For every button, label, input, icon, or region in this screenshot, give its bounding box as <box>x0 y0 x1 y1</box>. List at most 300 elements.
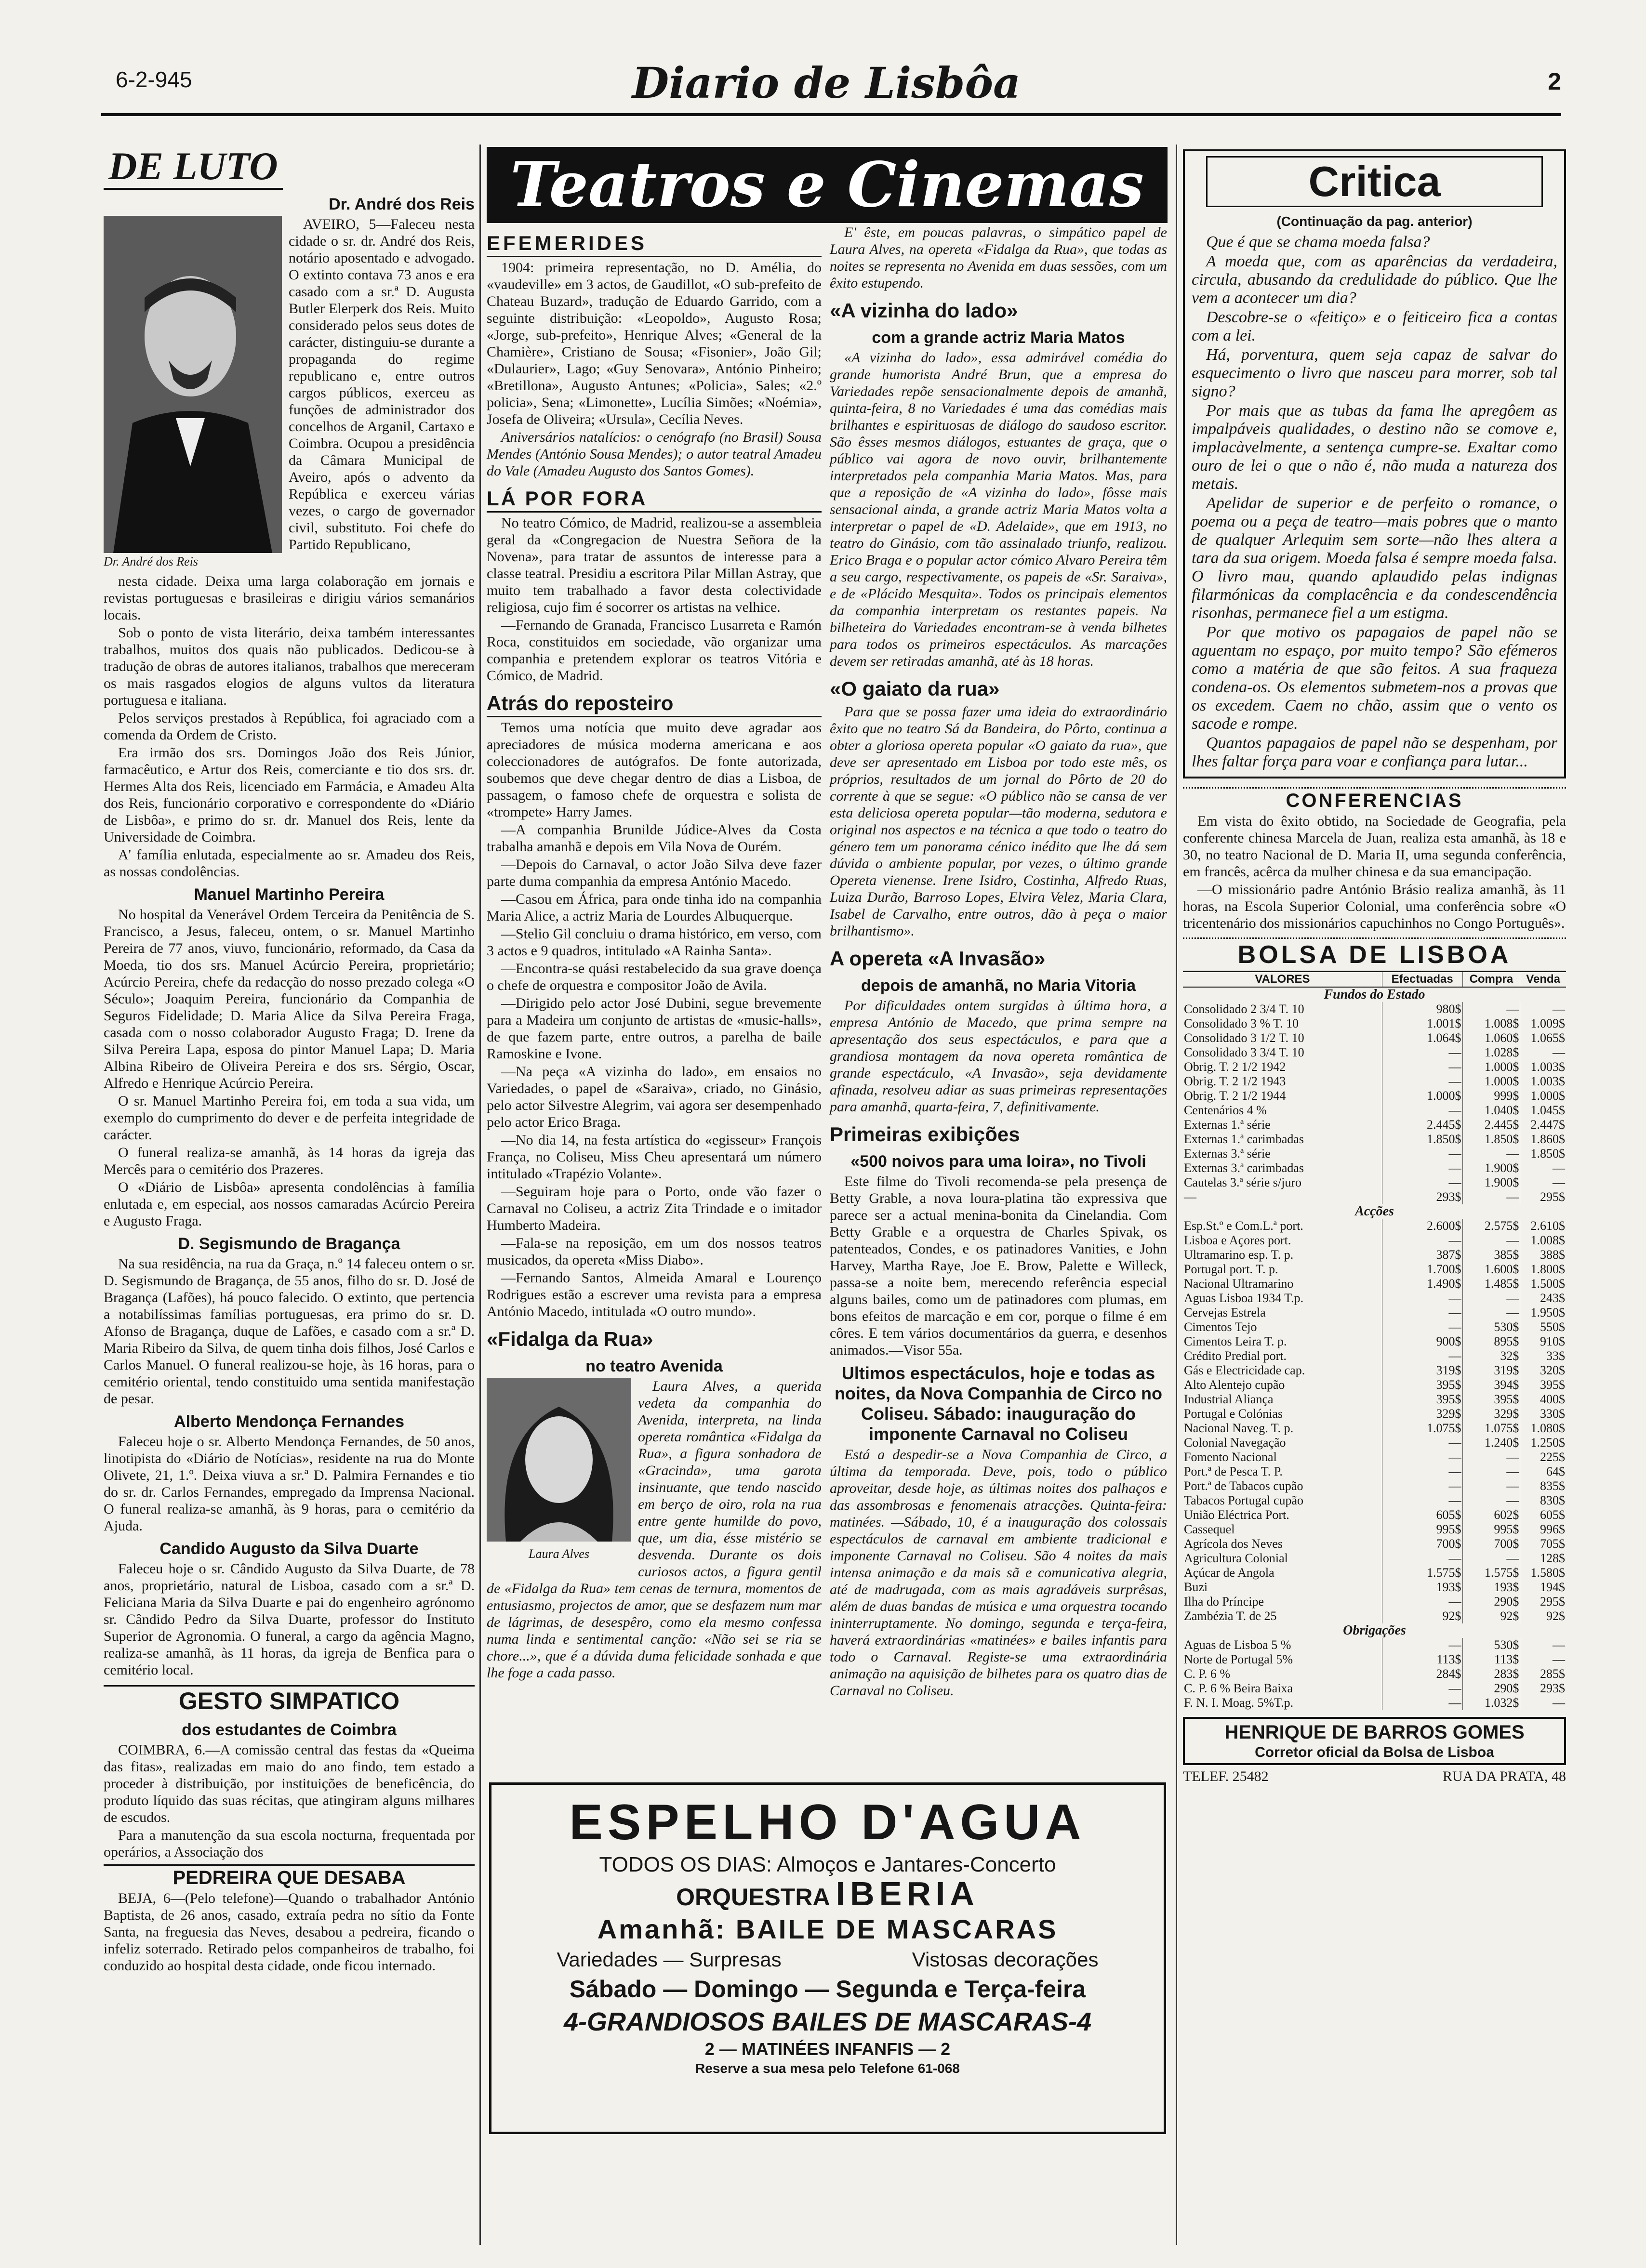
stock-price: 1.009$ <box>1520 1016 1566 1031</box>
stock-price: 113$ <box>1462 1652 1520 1667</box>
article-text: COIMBRA, 6.—A comissão central das festas da «Queima das fitas», realizadas em maio do ano findo, tem estado a proceder à distribuição, por instituições de beneficência, do produto líquido das suas récitas, que atingiram alguns milhares de escudos. <box>104 1742 475 1825</box>
stock-price: 700$ <box>1462 1537 1520 1551</box>
stock-name: Ilha do Príncipe <box>1184 1595 1264 1609</box>
stock-price: 128$ <box>1520 1551 1566 1566</box>
stock-price: 33$ <box>1520 1349 1566 1363</box>
obit-text: A' família enlutada, especialmente ao sr. Amadeu dos Reis, as nossas condolências. <box>104 847 475 880</box>
ad-line: Reserve a sua mesa pelo Telefone 61-068 <box>695 2061 960 2076</box>
table-row <box>1183 1508 1566 1522</box>
stock-price: 319$ <box>1462 1363 1520 1378</box>
table-group-title: Obrigações <box>1343 1623 1406 1638</box>
stock-price: — <box>1382 1291 1462 1305</box>
section-title: A opereta «A Invasão» <box>830 947 1046 970</box>
stock-price: — <box>1382 1074 1462 1089</box>
stock-price: 1.008$ <box>1462 1016 1520 1031</box>
stock-price: — <box>1382 1493 1462 1508</box>
article-text: No teatro Cómico, de Madrid, realizou-se a assembleia geral da «Congregacion de Nuestra Señora de la Novena», para tratar de assuntos de interesse para a classe teatral. Presidiu a escritora Pilar Millan Astray, que muito tem trabalhado a favor desta colectividade religiosa, cujo fim é socorrer os artistas na velhice. <box>487 515 822 615</box>
stock-name: C. P. 6 % Beira Baixa <box>1184 1681 1293 1695</box>
ad-line: ORQUESTRA <box>676 1884 829 1911</box>
stock-name: Tabacos Portugal cupão <box>1184 1493 1303 1507</box>
section-title: Ultimos espectáculos, hoje e todas as noites, da Nova Companhia de Circo no Coliseu. Sábado: inauguração do imponente Carnaval no Coliseu <box>834 1363 1163 1444</box>
stock-name: Consolidado 3 % T. 10 <box>1184 1016 1299 1030</box>
stock-price: 395$ <box>1382 1392 1462 1407</box>
obit-text: O funeral realiza-se amanhã, às 14 horas da igreja das Mercês para o cemitério dos Prazeres. <box>104 1145 475 1177</box>
stock-name: Externas 1.ª carimbadas <box>1184 1132 1304 1146</box>
stock-price: 700$ <box>1382 1537 1462 1551</box>
stock-price: 1.045$ <box>1520 1103 1566 1118</box>
stock-name: Esp.St.º e Com.L.ª port. <box>1184 1219 1303 1233</box>
article-text: Por dificuldades ontem surgidas à última hora, a empresa António de Macedo, que prima sempre na apresentação dos seus espectáculos, e para que a grandiosa montagem da nova opereta romântica de grande espectáculo, «A Invasão», seja devidamente afinada, resolveu adiar as suas primeiras representações para amanhã, quarta-feira, 7, definitivamente. <box>830 998 1167 1115</box>
table-row <box>1183 1464 1566 1479</box>
stock-price: 1.003$ <box>1520 1074 1566 1089</box>
stock-name: Obrig. T. 2 1/2 1943 <box>1184 1074 1286 1088</box>
table-row <box>1183 1638 1566 1652</box>
obit-title: Dr. André dos Reis <box>329 195 475 213</box>
obit-text: AVEIRO, 5—Faleceu nesta cidade o sr. dr. André dos Reis, notário aposentado e advogado. O extinto contava 73 anos e era casado com a sr.ª D. Augusta Butler Elerperk dos Reis. Muito considerado pelos seus dotes de carácter, distinguiu-se durante a propaganda do regime republicano e, entre outros cargos públicos, exerceu as funções de administrador dos concelhos de Arganil, Cartaxo e Coimbra. Ocupou a presidência da Câmara Municipal de Aveiro, após o advento da República e exerceu várias vezes, o cargo de governador civil, substituto. Foi chefe do Partido Republicano, <box>289 216 475 553</box>
portrait-image <box>104 216 282 553</box>
article-text: —Casou em África, para onde tinha ido na companhia Maria Alice, a actriz Maria de Lourdes Albuquerque. <box>487 891 822 924</box>
article-text: Há, porventura, quem seja capaz de salvar do esquecimento o livro que nasceu para morrer, sob tal signo? <box>1192 346 1557 400</box>
stock-price: 1.028$ <box>1462 1045 1520 1060</box>
stock-name: Cimentos Tejo <box>1184 1320 1257 1334</box>
table-row <box>1183 1219 1566 1233</box>
stock-price: — <box>1462 1190 1520 1204</box>
stock-price: 1.850$ <box>1462 1132 1520 1147</box>
stock-price: 530$ <box>1462 1320 1520 1334</box>
stock-name: Obrig. T. 2 1/2 1942 <box>1184 1060 1286 1074</box>
stock-price: 1.000$ <box>1462 1060 1520 1074</box>
obit-title: Alberto Mendonça Fernandes <box>174 1412 404 1431</box>
stock-price: 1.600$ <box>1462 1262 1520 1277</box>
table-row <box>1183 1305 1566 1320</box>
stock-price: 550$ <box>1520 1320 1566 1334</box>
stock-name: Açúcar de Angola <box>1184 1566 1274 1580</box>
stock-price: 1.860$ <box>1520 1132 1566 1147</box>
stock-table <box>1183 972 1566 1710</box>
stock-price: — <box>1462 1291 1520 1305</box>
stock-name: Obrig. T. 2 1/2 1944 <box>1184 1089 1286 1103</box>
stock-price: 1.065$ <box>1520 1031 1566 1045</box>
ad-line: IBERIA <box>836 1875 979 1912</box>
section-title: «Fidalga da Rua» <box>487 1328 653 1350</box>
stock-price: 1.575$ <box>1462 1566 1520 1580</box>
table-row <box>1183 1291 1566 1305</box>
table-row <box>1183 1233 1566 1248</box>
page-date: 6-2-945 <box>116 67 192 92</box>
stock-name: Norte de Portugal 5% <box>1184 1652 1293 1666</box>
article-text: —Encontra-se quási restabelecido da sua grave doença o chefe de orquestra e compositor João de Avila. <box>487 961 822 993</box>
actress-figure <box>487 1378 631 1562</box>
stock-name: C. P. 6 % <box>1184 1667 1231 1681</box>
section-title: CONFERENCIAS <box>1183 787 1566 813</box>
table-row <box>1183 1074 1566 1089</box>
actress-caption: Laura Alves <box>529 1547 589 1561</box>
table-row <box>1183 1132 1566 1147</box>
section-title: Primeiras exibições <box>830 1123 1020 1146</box>
stock-price: 1.060$ <box>1462 1031 1520 1045</box>
article-subtitle: «500 noivos para uma loira», no Tivoli <box>850 1152 1146 1171</box>
stock-price: 1.700$ <box>1382 1262 1462 1277</box>
stock-price: 1.250$ <box>1520 1436 1566 1450</box>
table-row <box>1183 1551 1566 1566</box>
stock-price: 1.485$ <box>1462 1277 1520 1291</box>
stock-name: Lisboa e Açores port. <box>1184 1233 1291 1247</box>
obit-title: D. Segismundo de Bragança <box>178 1235 400 1253</box>
article-text: Para que se possa fazer uma ideia do extraordinário êxito que no teatro Sá da Bandeira, do Pôrto, continua a obter a gloriosa opereta popular «O gaiato da rua», que deve ser apresentado em Lisboa por todo este mês, os próprios, resultados de um jornal do Pôrto de 20 do corrente à que se segue: «O público não se cansa de ver esta deliciosa opereta popular—tão moderna, sedutora e original nos aspectos e na técnica a que todo o teatro do género tem um panorama cénico inédito que lhe dá sem dúvida o ambiente popular, por vezes, o último grande Opereta vienense. Irene Isidro, Costinha, Alfredo Ruas, Luiza Durão, Barroso Lopes, Elvira Velez, Maria Clara, Isabel de Carvalho, entre outros, dão à peça o maior brilhantismo». <box>830 704 1167 939</box>
section-title: «A vizinha do lado» <box>830 299 1018 322</box>
table-row <box>1183 1436 1566 1450</box>
table-row <box>1183 1479 1566 1493</box>
stock-price: — <box>1520 1161 1566 1175</box>
stock-name: Industrial Aliança <box>1184 1392 1274 1406</box>
table-row <box>1183 1118 1566 1132</box>
stock-price: — <box>1382 1436 1462 1450</box>
stock-price: 293$ <box>1382 1190 1462 1204</box>
stock-price: 835$ <box>1520 1479 1566 1493</box>
table-row <box>1183 1089 1566 1103</box>
table-row <box>1183 1537 1566 1551</box>
stock-name: Nacional Ultramarino <box>1184 1277 1294 1291</box>
stock-name: Gás e Electricidade cap. <box>1184 1363 1305 1377</box>
stock-price: 910$ <box>1520 1334 1566 1349</box>
stock-price: 1.000$ <box>1382 1089 1462 1103</box>
stock-price: — <box>1382 1696 1462 1710</box>
obit-text: O sr. Manuel Martinho Pereira foi, em toda a sua vida, um exemplo do cumprimento do dever e de perfeita integridade de carácter. <box>104 1093 475 1143</box>
table-row <box>1183 1522 1566 1537</box>
stock-price: — <box>1462 1479 1520 1493</box>
table-row <box>1183 1334 1566 1349</box>
stock-price: — <box>1520 1175 1566 1190</box>
table-row <box>1183 1681 1566 1696</box>
advertisement <box>489 1782 1166 2134</box>
stock-price: — <box>1462 1147 1520 1161</box>
table-row <box>1183 1262 1566 1277</box>
article-subtitle: com a grande actriz Maria Matos <box>872 329 1125 347</box>
stock-price: 1.490$ <box>1382 1277 1462 1291</box>
broker-address: RUA DA PRATA, 48 <box>1443 1768 1566 1784</box>
section-title: LÁ POR FORA <box>487 486 822 513</box>
stock-price: 1.032$ <box>1462 1696 1520 1710</box>
article-text: Em vista do êxito obtido, na Sociedade de Geografia, pela conferente chinesa Marcela de Juan, realiza esta amanhã, às 18 e 30, no teatro Nacional de D. Maria II, uma segunda conferência, em francês, acêrca da mulher chinesa e da sua emancipação. <box>1183 813 1566 880</box>
stock-price: 284$ <box>1382 1667 1462 1681</box>
column-rule <box>479 145 481 2245</box>
table-row <box>1183 1450 1566 1464</box>
stock-price: 2.445$ <box>1382 1118 1462 1132</box>
table-row <box>1183 1609 1566 1623</box>
article-text: Para a manutenção da sua escola nocturna, frequentada por operários, a Associação dos <box>104 1827 475 1860</box>
stock-name: Externas 3.ª carimbadas <box>1184 1161 1304 1175</box>
stock-price: 530$ <box>1462 1638 1520 1652</box>
section-title: Atrás do reposteiro <box>487 691 822 717</box>
stock-price: — <box>1382 1320 1462 1334</box>
table-row <box>1183 1349 1566 1363</box>
stock-price: — <box>1382 1349 1462 1363</box>
critica-box <box>1183 149 1566 778</box>
stock-price: 1.003$ <box>1520 1060 1566 1074</box>
stock-name: Port.ª de Tabacos cupão <box>1184 1479 1303 1493</box>
obit-title: Manuel Martinho Pereira <box>194 885 385 904</box>
obituary-column <box>104 145 475 1975</box>
article-text: Que é que se chama moeda falsa? <box>1206 233 1430 251</box>
stock-price: — <box>1462 1305 1520 1320</box>
stock-name: Consolidado 3 3/4 T. 10 <box>1184 1045 1304 1059</box>
section-title: DE LUTO <box>104 145 283 190</box>
stock-name: Ultramarino esp. T. p. <box>1184 1248 1294 1262</box>
table-row <box>1183 1277 1566 1291</box>
stock-name: Aguas de Lisboa 5 % <box>1184 1638 1291 1652</box>
stock-price: 395$ <box>1462 1392 1520 1407</box>
article-text: —Depois do Carnaval, o actor João Silva deve fazer parte duma companhia da empresa António Macedo. <box>487 857 822 889</box>
article-text: —No dia 14, na festa artística do «egisseur» François França, no Coliseu, Miss Cheu apresentará um número intitulado «Trapézio Volante». <box>487 1132 822 1182</box>
article-text: 1904: primeira representação, no D. Amélia, do «vaudeville» em 3 actos, de Gaudillot, «O sub-prefeito de Chateau Buzard», tradução de Eduardo Garrido, com a seguinte distribuição: «Leopoldo», Augusto Rosa; «Jorge, sub-prefeito», Henrique Alves; «General de la Chamière», Cristiano de Sousa; «Fisonier», João Gil; «Dulaurier», Lago; «Guy Senovara», António Pinheiro; «Bretillona», Augusto Antunes; «Policia», Sales; «2.º policia», Sena; «Limonette», Lucília Simões; «Noémia», Josefa de Oliveira; «Ursula», Cecília Neves. <box>487 260 822 427</box>
article-text: Está a despedir-se a Nova Companhia de Circo, a última da temporada. Deve, pois, todo o público aproveitar, desde hoje, as últimas noites dos palhaços e das assombrosas e fenomenais atracções. Quinta-feira: matinées. —Sábado, 10, é a inauguração dos colossais espectáculos de carnaval em ambiente tradicional e imponente Carnaval no Coliseu. São 4 noites da mais intensa animação e da mais sã e comunicativa alegria, até de madrugada, com as mais agradáveis surprêsas, além de duas bandas de música e uma orquestra tocando ininterruptamente. No domingo, segunda e terça-feira, haverá extraordinárias «matinées» e bailes infantis para todo o Carnaval. Registe-se uma extraordinária animação na aquisição de bilhetes para os quatro dias de Carnaval no Coliseu. <box>830 1447 1167 1699</box>
stock-price: 1.064$ <box>1382 1031 1462 1045</box>
stock-price: 830$ <box>1520 1493 1566 1508</box>
ad-line: TODOS OS DIAS: Almoços e Jantares-Concerto <box>599 1853 1056 1876</box>
stock-price: — <box>1462 1551 1520 1566</box>
stock-price: — <box>1462 1450 1520 1464</box>
stock-name: Portugal e Colónias <box>1184 1407 1283 1421</box>
stock-price: 1.008$ <box>1520 1233 1566 1248</box>
stock-price: 225$ <box>1520 1450 1566 1464</box>
stock-price: — <box>1382 1305 1462 1320</box>
page-header <box>82 58 1571 111</box>
obit-text: Na sua residência, na rua da Graça, n.º 14 faleceu ontem o sr. D. Segismundo de Bragança, de 55 anos, filho do sr. D. José de Bragança (Lafões), há pouco falecido. O extinto, que pertencia a notabilíssimas famílias portuguesas, era primo do sr. D. Afonso de Bragança, duque de Lafões, e casado com a sr.ª D. Maria Ribeiro da Silva, de quem tinha dois filhos, José Carlos e Carlos Manuel. O funeral realizou-se hoje, às 16 horas, para o cemitério oriental, tendo constituido uma sentida manifestação de pesar. <box>104 1256 475 1407</box>
stock-price: 1.800$ <box>1520 1262 1566 1277</box>
stock-price: 283$ <box>1462 1667 1520 1681</box>
stock-price: — <box>1382 1175 1462 1190</box>
broker-name: HENRIQUE DE BARROS GOMES <box>1224 1722 1525 1743</box>
stock-price: 1.075$ <box>1462 1421 1520 1436</box>
stock-price: 329$ <box>1382 1407 1462 1421</box>
stock-price: 290$ <box>1462 1595 1520 1609</box>
obit-text: No hospital da Venerável Ordem Terceira da Penitência de S. Francisco, a Jesus, faleceu, ontem, o sr. Manuel Martinho Pereira de 77 anos, viuvo, funcionário, reformado, da Casa da Moeda, tio dos srs. Manuel Acúrcio Pereira, proprietário; Acúrcio Pereira, chefe da redacção do nosso prezado colega «O Século»; Joaquim Pereira, funcionário da Companhia de Seguros Fidelidade; D. Maria Alice da Silva Pereira Fraga, casada com o nosso colaborador Augusto Fraga; D. Irene da Silva Pereira Lapa, esposa do pintor Manuel Lapa; D. Maria Albina Ribeiro de Oliveira Pereira e dos srs. Sérgio, Oscar, Alfredo e Henrique Acúrcio Pereira. <box>104 907 475 1091</box>
stock-name: Buzi <box>1184 1580 1208 1594</box>
stock-name: Cautelas 3.ª série s/juro <box>1184 1175 1302 1189</box>
stock-price: — <box>1382 1450 1462 1464</box>
stock-price: 293$ <box>1520 1681 1566 1696</box>
stock-name: Crédito Predial port. <box>1184 1349 1287 1363</box>
stock-price: 290$ <box>1462 1681 1520 1696</box>
stock-name: Agrícola dos Neves <box>1184 1537 1283 1551</box>
stock-name: Colonial Navegação <box>1184 1436 1286 1450</box>
stock-price: 980$ <box>1382 1002 1462 1016</box>
stock-price: 1.575$ <box>1382 1566 1462 1580</box>
stock-name: Externas 1.ª série <box>1184 1118 1271 1132</box>
table-header: VALORES <box>1183 972 1382 987</box>
theatre-column-left <box>487 224 822 1682</box>
broker-phone: TELEF. 25482 <box>1183 1768 1269 1784</box>
ad-name: ESPELHO D'AGUA <box>569 1794 1086 1850</box>
stock-price: — <box>1382 1147 1462 1161</box>
stock-price: 193$ <box>1382 1580 1462 1595</box>
stock-price: 2.575$ <box>1462 1219 1520 1233</box>
stock-price: — <box>1520 1002 1566 1016</box>
stock-name: Cimentos Leira T. p. <box>1184 1334 1287 1348</box>
article-subtitle: depois de amanhã, no Maria Vitoria <box>861 976 1136 995</box>
article-text: —O missionário padre António Brásio realiza amanhã, às 11 horas, na Escola Superior Colonial, uma conferência sobre «O tricentenário dos missionários capuchinhos no Congo Português». <box>1183 882 1566 931</box>
stock-price: 64$ <box>1520 1464 1566 1479</box>
stock-price: 1.000$ <box>1520 1089 1566 1103</box>
article-text: Temos uma notícia que muito deve agradar aos apreciadores de música moderna americana e aos coleccionadores de autógrafos. De fonte autorizada, soubemos que deve chegar dentro de dias a Lisboa, de passagem, o famoso chefe de orquestra e solista de «trompete» Harry James. <box>487 720 822 820</box>
stock-price: 705$ <box>1520 1537 1566 1551</box>
stock-name: — <box>1184 1190 1196 1204</box>
stock-price: 605$ <box>1520 1508 1566 1522</box>
table-row <box>1183 1002 1566 1016</box>
table-group-title: Fundos do Estado <box>1324 987 1425 1002</box>
stock-name: Nacional Naveg. T. p. <box>1184 1421 1294 1435</box>
stock-name: Fomento Nacional <box>1184 1450 1277 1464</box>
stock-price: 394$ <box>1462 1378 1520 1392</box>
stock-price: 319$ <box>1382 1363 1462 1378</box>
table-row <box>1183 1363 1566 1378</box>
table-row <box>1183 1667 1566 1681</box>
stock-price: 1.900$ <box>1462 1175 1520 1190</box>
stock-name: Agricultura Colonial <box>1184 1551 1288 1565</box>
table-row <box>1183 1392 1566 1407</box>
stock-price: 605$ <box>1382 1508 1462 1522</box>
stock-price: — <box>1382 1551 1462 1566</box>
stock-price: 1.900$ <box>1462 1161 1520 1175</box>
table-row <box>1183 1421 1566 1436</box>
stock-price: 92$ <box>1382 1609 1462 1623</box>
stock-price: 999$ <box>1462 1089 1520 1103</box>
stock-price: — <box>1382 1479 1462 1493</box>
table-row <box>1183 1103 1566 1118</box>
stock-price: 2.445$ <box>1462 1118 1520 1132</box>
table-row <box>1183 1045 1566 1060</box>
table-row <box>1183 1652 1566 1667</box>
article-text: Quantos papagaios de papel não se despenham, por lhes faltar força para voar e confiança para lutar... <box>1192 734 1557 770</box>
article-text: —Dirigido pelo actor José Dubini, segue brevemente para a Madeira um conjunto de artistas de «music-halls», de que fazem parte, entre outros, a parelha de baile Ramoskine e Ivone. <box>487 995 822 1062</box>
stock-price: 32$ <box>1462 1349 1520 1363</box>
table-row <box>1183 1493 1566 1508</box>
stock-price: — <box>1462 1464 1520 1479</box>
obit-text: Pelos serviços prestados à República, foi agraciado com a comenda da Ordem de Cristo. <box>104 710 475 743</box>
header-rule <box>101 113 1561 116</box>
article-text: Apelidar de superior e de perfeito o romance, o poema ou a peça de teatro—mais pobres que o manto de qualquer Arlequim sem sorte—não lhes altera a tara da sua origem. Moeda falsa é sempre moeda falsa. O livro mau, quando aplaudido pelas indignas filarmónicas da complacência e da condescendência risonhas, permanece fiel a um estigma. <box>1192 494 1557 622</box>
table-row <box>1183 1580 1566 1595</box>
theatre-column-right <box>830 224 1167 1700</box>
theatre-banner: Teatros e Cinemas <box>487 147 1168 223</box>
right-column <box>1183 149 1566 1786</box>
stock-price: — <box>1382 1103 1462 1118</box>
stock-price: 2.610$ <box>1520 1219 1566 1233</box>
article-subtitle: (Continuação da pag. anterior) <box>1276 214 1473 229</box>
table-row <box>1183 1696 1566 1710</box>
stock-price: 395$ <box>1382 1378 1462 1392</box>
section-title: Critica <box>1206 156 1543 207</box>
stock-name: Cervejas Estrela <box>1184 1305 1266 1319</box>
article-text: Aniversários natalícios: o cenógrafo (no Brasil) Sousa Mendes (António Sousa Mendes); o autor teatral Amadeu do Vale (Amadeu Augusto dos Santos Gomes). <box>487 429 822 479</box>
stock-price: 1.850$ <box>1520 1147 1566 1161</box>
table-row <box>1183 1161 1566 1175</box>
stock-price: 1.040$ <box>1462 1103 1520 1118</box>
table-header: Efectuadas <box>1382 972 1462 987</box>
article-text: Por que motivo os papagaios de papel não se aguentam no espaço, por muito tempo? São efémeros como a matéria de que são feitos. A sua fraqueza condena-os. Os elementos submetem-nos a provas que os excedem. Caem no chão, assim que o vento os sacode e rompe. <box>1192 623 1557 733</box>
stock-name: Consolidado 2 3/4 T. 10 <box>1184 1002 1304 1016</box>
broker-title: Corretor oficial da Bolsa de Lisboa <box>1255 1744 1494 1760</box>
article-text: «A vizinha do lado», essa admirável comédia do grande humorista André Brun, que a empresa do Variedades repõe sensacionalmente depois de amanhã, quinta-feira, 8 no Variedades é uma das comédias mais brilhantes e espirituosas de diálogo do saudoso escritor. São êsses mesmos diálogos, estuantes de graça, que o público vai agora de novo ouvir, brilhantemente interpretados pela companhia Maria Matos. Mas, para que a reposição de «A vizinha do lado», fôsse mais sensacional ainda, a grande actriz Maria Matos volta a interpretar o papel de «D. Adelaide», que em 1913, no teatro do Ginásio, com tão assinalado triunfo, realizou. Erico Braga e o popular actor cómico Alvaro Pereira têm a seu cargo, respectivamente, os papeis de «Sr. Saraiva», e de «Plácido Mesquita». Todos os principais elementos da companhia interpretam os restantes papeis. Na bilheteira do Variedades encontram-se à venda bilhetes para todos os primeiros espectáculos. As marcações devem ser retiradas amanhã, até às 18 horas. <box>830 350 1167 669</box>
table-row <box>1183 1060 1566 1074</box>
section-title: EFEMERIDES <box>487 231 822 257</box>
stock-price: 295$ <box>1520 1190 1566 1204</box>
stock-name: F. N. I. Moag. 5%T.p. <box>1184 1696 1294 1710</box>
stock-price: — <box>1520 1638 1566 1652</box>
table-header: Compra <box>1462 972 1520 987</box>
stock-price: — <box>1520 1696 1566 1710</box>
stock-name: Alto Alentejo cupão <box>1184 1378 1285 1392</box>
page-number: 2 <box>1548 68 1561 95</box>
stock-name: Port.ª de Pesca T. P. <box>1184 1464 1283 1478</box>
stock-name: Consolidado 3 1/2 T. 10 <box>1184 1031 1304 1045</box>
article-text: —A companhia Brunilde Júdice-Alves da Costa trabalha amanhã e depois em Vila Nova de Ourém. <box>487 822 822 855</box>
stock-price: 92$ <box>1462 1609 1520 1623</box>
stock-price: 194$ <box>1520 1580 1566 1595</box>
stock-name: União Eléctrica Port. <box>1184 1508 1289 1522</box>
stock-price: 1.001$ <box>1382 1016 1462 1031</box>
portrait-photo <box>104 216 282 553</box>
stock-price: 602$ <box>1462 1508 1520 1522</box>
article-text: Este filme do Tivoli recomenda-se pela presença de Betty Grable, a nova loura-platina tão expressiva que parece ser a actual menina-bonita da Cinelandia. Com Betty Grable e a orquestra de Charles Spivak, os patenteados, Condes, e os patinadores Vanities, e John Harvey, Martha Raye, Joe E. Brow, Palette e Willeck, passa-se a noite bem, merecendo referência especial alguns bailes, como um de patinadores com plumas, em bons efeitos de marcação e em cor, porque o filme é em côres. E tem vários documentários da guerra, e desenhos animados.—Visor 55a. <box>830 1174 1167 1358</box>
article-title: PEDREIRA QUE DESABA <box>173 1867 406 1888</box>
stock-price: 387$ <box>1382 1248 1462 1262</box>
ad-line: Amanhã: BAILE DE MASCARAS <box>597 1914 1058 1944</box>
table-row <box>1183 1595 1566 1609</box>
article-text: —Fala-se na reposição, em um dos nossos teatros musicados, da opereta «Miss Diabo». <box>487 1235 822 1268</box>
stock-price: 295$ <box>1520 1595 1566 1609</box>
article-text: —Fernando Santos, Almeida Amaral e Lourenço Rodrigues estão a escrever uma revista para a empresa António Macedo, intitulada «O outro mundo». <box>487 1270 822 1319</box>
stock-price: 1.075$ <box>1382 1421 1462 1436</box>
stock-price: 895$ <box>1462 1334 1520 1349</box>
masthead: Diario de Lisbôa <box>632 58 1021 108</box>
stock-price: 193$ <box>1462 1580 1520 1595</box>
table-group-title: Acções <box>1355 1204 1394 1219</box>
stock-price: 92$ <box>1520 1609 1566 1623</box>
stock-price: 330$ <box>1520 1407 1566 1421</box>
stock-price: — <box>1520 1652 1566 1667</box>
stock-name: Cassequel <box>1184 1522 1235 1536</box>
stock-price: — <box>1462 1233 1520 1248</box>
stock-price: 388$ <box>1520 1248 1566 1262</box>
table-row <box>1183 1031 1566 1045</box>
article-text: Descobre-se o «feitiço» e o feiticeiro fica a contas com a lei. <box>1192 308 1557 344</box>
portrait-figure <box>104 216 282 570</box>
broker-box <box>1183 1717 1566 1765</box>
actress-photo <box>487 1378 631 1542</box>
article-text: Laura Alves, a querida vedeta da companhia do Avenida, interpreta, na linda opereta romântica «Fidalga da Rua», a figura sonhadora de «Gracinda», uma garota insinuante, que tendo nascido em berço de oiro, rola na rua entre gente humilde do povo, que, um dia, ésse mistério se desvenda. Durante os dois curiosos actos, a figura gentil de «Fidalga da Rua» tem cenas de ternura, momentos de entusiasmo, projectos de amor, que se desfazem num mar de lágrimas, de desespêro, como ela mesmo confessa numa linda e sentimental canção: «Não sei se ria se chore...», que é a dúvida duma felicidade sonhada e que lhe foge a cada passo. <box>487 1378 822 1681</box>
article-subtitle: dos estudantes de Coimbra <box>182 1721 397 1739</box>
table-row <box>1183 1407 1566 1421</box>
stock-name: Aguas Lisboa 1934 T.p. <box>1184 1291 1304 1305</box>
stock-price: — <box>1382 1233 1462 1248</box>
stock-price: 1.580$ <box>1520 1566 1566 1580</box>
stock-name: Portugal port. T. p. <box>1184 1262 1278 1276</box>
stock-price: — <box>1462 1002 1520 1016</box>
table-header: Venda <box>1520 972 1566 987</box>
stock-price: 395$ <box>1520 1378 1566 1392</box>
stock-price: 1.000$ <box>1462 1074 1520 1089</box>
obit-text: O «Diário de Lisbôa» apresenta condolências à família enlutada e, em especial, aos nossos camaradas Acúrcio Pereira e Augusto Fraga. <box>104 1179 475 1229</box>
stock-price: 995$ <box>1382 1522 1462 1537</box>
ad-line: Sábado — Domingo — Segunda e Terça-feira <box>569 1976 1086 2003</box>
table-row <box>1183 1016 1566 1031</box>
stock-price: — <box>1462 1493 1520 1508</box>
section-title: «O gaiato da rua» <box>830 677 1000 700</box>
portrait-caption: Dr. André dos Reis <box>104 554 198 568</box>
article-title: GESTO SIMPATICO <box>178 1688 400 1714</box>
obit-text: Faleceu hoje o sr. Cândido Augusto da Silva Duarte, de 78 anos, proprietário, natural de Lisboa, casado com a sr.ª D. Feliciana Maria da Silva Duarte e pai do engenheiro agrónomo sr. Cândido Pedro da Silva Duarte, professor do Instituto Superior de Agronomia. O funeral, a cargo da agência Magno, realiza-se amanhã, às 11 horas, da igreja de Benfica para o cemitério local. <box>104 1561 475 1678</box>
